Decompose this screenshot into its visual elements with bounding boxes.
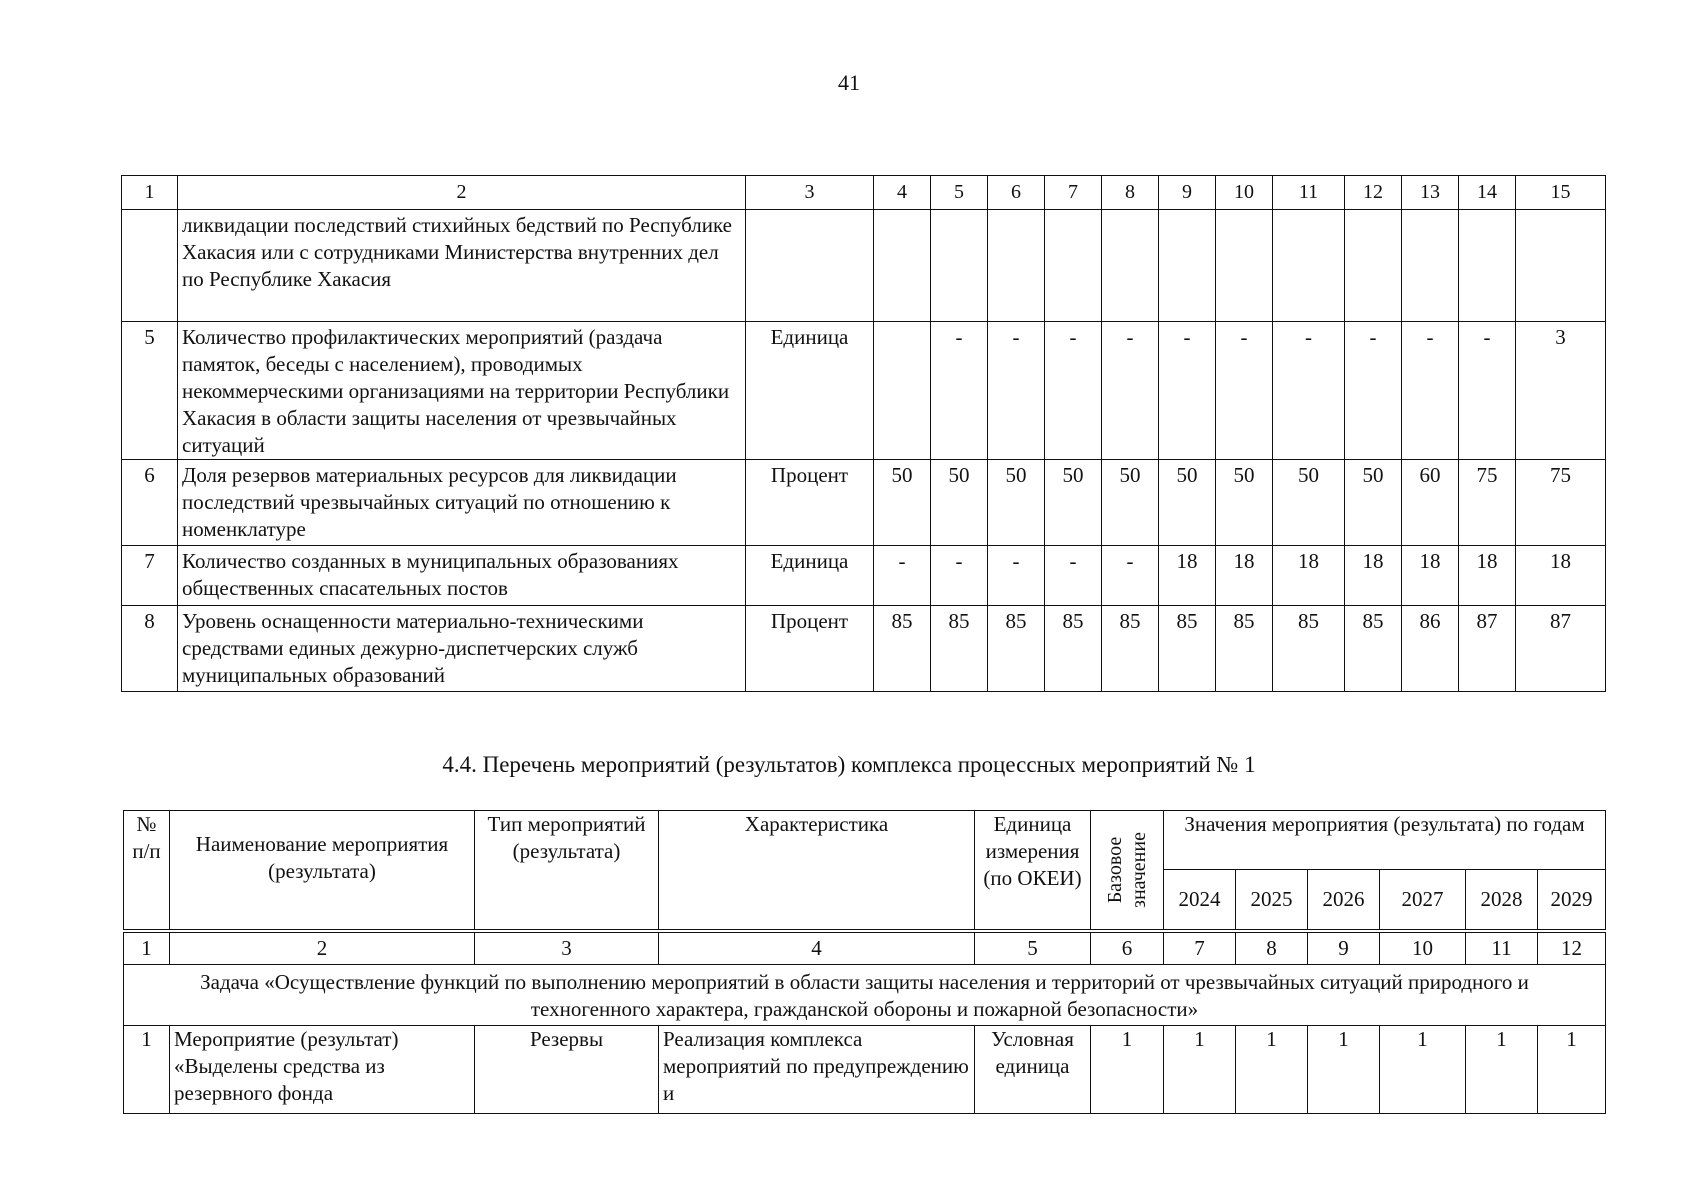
- row-type: Резервы: [475, 1026, 659, 1114]
- row-value-col-9: -: [1159, 322, 1216, 460]
- year-2026: 2026: [1308, 870, 1380, 932]
- column-number-5: 5: [975, 931, 1091, 965]
- header-col-14: 14: [1459, 176, 1516, 210]
- row-unit: Единица: [746, 322, 874, 460]
- task-row: [124, 965, 1606, 1026]
- row-name: ликвидации последствий стихийных бедствий по Республике Хакасия или с сотрудниками Министерства внутренних дел по Республике Хакасия: [178, 210, 746, 322]
- row-value-col-11: 50: [1273, 460, 1345, 546]
- row-value-col-15: 18: [1516, 546, 1606, 606]
- row-value-col-9: [1159, 210, 1216, 322]
- column-number-12: 12: [1538, 931, 1606, 965]
- row-value-col-5: [931, 210, 988, 322]
- row-value-2029: 1: [1538, 1026, 1606, 1114]
- row-value-col-15: [1516, 210, 1606, 322]
- header-col-15: 15: [1516, 176, 1606, 210]
- row-value-col-9: 18: [1159, 546, 1216, 606]
- row-value-col-6: 85: [988, 606, 1045, 692]
- header-base-label: Базовое значение: [1104, 832, 1150, 908]
- row-value-col-12: -: [1345, 322, 1402, 460]
- row-value-col-11: 85: [1273, 606, 1345, 692]
- row-value-col-13: 18: [1402, 546, 1459, 606]
- header-characteristic: Характеристика: [659, 811, 975, 932]
- row-value-col-15: 87: [1516, 606, 1606, 692]
- row-value-col-13: 60: [1402, 460, 1459, 546]
- row-value-col-14: [1459, 210, 1516, 322]
- row-value-col-10: [1216, 210, 1273, 322]
- row-value-col-14: 75: [1459, 460, 1516, 546]
- row-number: 1: [124, 1026, 170, 1114]
- header-col-12: 12: [1345, 176, 1402, 210]
- column-number-9: 9: [1308, 931, 1380, 965]
- table-row: [122, 322, 1606, 460]
- row-value-col-15: 3: [1516, 322, 1606, 460]
- row-value-col-10: 50: [1216, 460, 1273, 546]
- year-2024: 2024: [1164, 870, 1236, 932]
- row-value-col-4: 50: [874, 460, 931, 546]
- row-value-col-4: [874, 322, 931, 460]
- row-value-col-4: -: [874, 546, 931, 606]
- year-2028: 2028: [1466, 870, 1538, 932]
- row-value-col-11: [1273, 210, 1345, 322]
- row-unit: Процент: [746, 606, 874, 692]
- row-name: Доля резервов материальных ресурсов для ликвидации последствий чрезвычайных ситуаций по отношению к номенклатуре: [178, 460, 746, 546]
- row-unit: Условная единица: [975, 1026, 1091, 1114]
- row-value-col-8: [1102, 210, 1159, 322]
- column-number-4: 4: [659, 931, 975, 965]
- year-2025: 2025: [1236, 870, 1308, 932]
- column-number-2: 2: [170, 931, 475, 965]
- row-name: Количество профилактических мероприятий (раздача памяток, беседы с населением), проводимых некоммерческими организациями на территории Республики Хакасия в области защиты населения от чрезвычайных ситуаций: [178, 322, 746, 460]
- row-characteristic: Реализация комплекса мероприятий по предупреждению и: [659, 1026, 975, 1114]
- header-base-value: [1091, 811, 1164, 932]
- row-value-col-5: 85: [931, 606, 988, 692]
- row-number: 8: [122, 606, 178, 692]
- column-number-8: 8: [1236, 931, 1308, 965]
- column-number-6: 6: [1091, 931, 1164, 965]
- table-row: [122, 210, 1606, 322]
- row-value-col-14: 87: [1459, 606, 1516, 692]
- header-col-10: 10: [1216, 176, 1273, 210]
- row-value-col-15: 75: [1516, 460, 1606, 546]
- row-name: Мероприятие (результат) «Выделены средства из резервного фонда: [170, 1026, 475, 1114]
- row-value-2028: 1: [1466, 1026, 1538, 1114]
- row-value-col-4: 85: [874, 606, 931, 692]
- row-value-col-7: -: [1045, 546, 1102, 606]
- row-value-2025: 1: [1236, 1026, 1308, 1114]
- column-number-3: 3: [475, 931, 659, 965]
- row-value-col-4: [874, 210, 931, 322]
- row-value-2024: 1: [1164, 1026, 1236, 1114]
- row-value-col-6: -: [988, 322, 1045, 460]
- row-value-col-11: 18: [1273, 546, 1345, 606]
- row-value-col-12: 18: [1345, 546, 1402, 606]
- header-col-3: 3: [746, 176, 874, 210]
- row-value-col-9: 85: [1159, 606, 1216, 692]
- row-value-col-10: 18: [1216, 546, 1273, 606]
- row-value-col-6: 50: [988, 460, 1045, 546]
- table-row: [122, 460, 1606, 546]
- row-value-2026: 1: [1308, 1026, 1380, 1114]
- row-value-col-7: 50: [1045, 460, 1102, 546]
- row-value-col-6: [988, 210, 1045, 322]
- header-col-8: 8: [1102, 176, 1159, 210]
- row-number: [122, 210, 178, 322]
- row-name: Уровень оснащенности материально-техническими средствами единых дежурно-диспетчерских служб муниципальных образований: [178, 606, 746, 692]
- header-unit: Единица измерения (по ОКЕИ): [975, 811, 1091, 932]
- table-header-row: [122, 176, 1606, 210]
- row-value-col-13: 86: [1402, 606, 1459, 692]
- year-2029: 2029: [1538, 870, 1606, 932]
- row-value-col-13: -: [1402, 322, 1459, 460]
- row-value-col-14: -: [1459, 322, 1516, 460]
- row-value-col-9: 50: [1159, 460, 1216, 546]
- header-number: № п/п: [124, 811, 170, 932]
- indicators-table: [121, 175, 1606, 692]
- header-col-11: 11: [1273, 176, 1345, 210]
- row-value-col-8: -: [1102, 322, 1159, 460]
- column-number-10: 10: [1380, 931, 1466, 965]
- row-number: 6: [122, 460, 178, 546]
- row-value-col-7: [1045, 210, 1102, 322]
- row-value-col-8: 85: [1102, 606, 1159, 692]
- table-header-row: [124, 811, 1606, 870]
- task-text: Задача «Осуществление функций по выполнению мероприятий в области защиты населения и территорий от чрезвычайных ситуаций природного и техногенного характера, гражданской обороны и пожарной безопасности»: [124, 965, 1606, 1026]
- row-value-col-7: 85: [1045, 606, 1102, 692]
- row-value-col-10: 85: [1216, 606, 1273, 692]
- header-col-4: 4: [874, 176, 931, 210]
- row-number: 5: [122, 322, 178, 460]
- row-value-col-10: -: [1216, 322, 1273, 460]
- row-unit: Единица: [746, 546, 874, 606]
- header-years-title: Значения мероприятия (результата) по годам: [1164, 811, 1606, 870]
- header-col-1: 1: [122, 176, 178, 210]
- header-col-13: 13: [1402, 176, 1459, 210]
- row-name: Количество созданных в муниципальных образованиях общественных спасательных постов: [178, 546, 746, 606]
- header-col-5: 5: [931, 176, 988, 210]
- row-value-col-8: 50: [1102, 460, 1159, 546]
- row-value-col-12: 50: [1345, 460, 1402, 546]
- table-row: [122, 606, 1606, 692]
- row-value-2027: 1: [1380, 1026, 1466, 1114]
- header-col-2: 2: [178, 176, 746, 210]
- row-value-col-12: [1345, 210, 1402, 322]
- row-value-col-5: -: [931, 546, 988, 606]
- table-row: [124, 1026, 1606, 1114]
- table-row: [122, 546, 1606, 606]
- year-2027: 2027: [1380, 870, 1466, 932]
- row-value-col-14: 18: [1459, 546, 1516, 606]
- column-number-11: 11: [1466, 931, 1538, 965]
- row-value-col-6: -: [988, 546, 1045, 606]
- row-value-col-11: -: [1273, 322, 1345, 460]
- row-value-col-5: -: [931, 322, 988, 460]
- header-col-6: 6: [988, 176, 1045, 210]
- row-value-col-7: -: [1045, 322, 1102, 460]
- row-unit: [746, 210, 874, 322]
- row-value-col-5: 50: [931, 460, 988, 546]
- column-numbers-row: [124, 931, 1606, 965]
- header-type: Тип мероприятий (результата): [475, 811, 659, 932]
- activities-table: [123, 810, 1606, 1114]
- row-unit: Процент: [746, 460, 874, 546]
- row-number: 7: [122, 546, 178, 606]
- header-col-9: 9: [1159, 176, 1216, 210]
- column-number-7: 7: [1164, 931, 1236, 965]
- row-value-col-8: -: [1102, 546, 1159, 606]
- header-name: Наименование мероприятия (результата): [170, 811, 475, 932]
- row-value-col-13: [1402, 210, 1459, 322]
- header-col-7: 7: [1045, 176, 1102, 210]
- column-number-1: 1: [124, 931, 170, 965]
- row-value-col-12: 85: [1345, 606, 1402, 692]
- section-title: 4.4. Перечень мероприятий (результатов) комплекса процессных мероприятий № 1: [442, 752, 1256, 777]
- page-number: 41: [838, 70, 860, 95]
- row-base-value: 1: [1091, 1026, 1164, 1114]
